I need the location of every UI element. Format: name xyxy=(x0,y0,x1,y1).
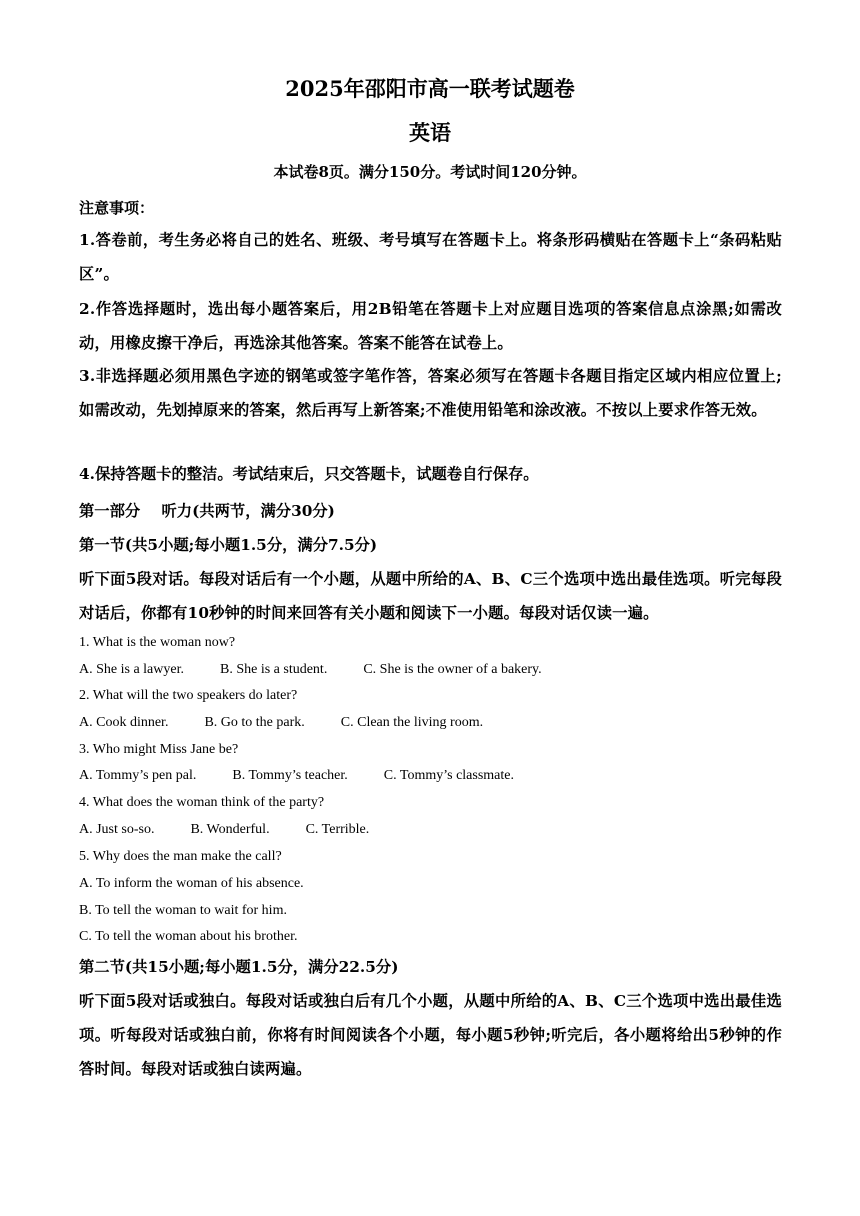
section2-heading: 第二节(共15小题;每小题1.5分，满分22.5分) xyxy=(79,958,399,976)
notes-heading: 注意事项： xyxy=(79,199,155,217)
option-1a: A. She is a lawyer. xyxy=(79,662,184,677)
subject-title: 英语 xyxy=(409,120,451,145)
option-1b: B. She is a student. xyxy=(219,662,328,677)
part1-heading: 第一部分 听力(共两节，满分30分) xyxy=(79,502,335,520)
note-item-2: 2.作答选择题时，选出每小题答案后，用2B铅笔在答题卡上对应题目选项的答案信息点涂黑;如需改动，用橡皮擦干净后，再选涂其他答案。答案不能答在试卷上。 xyxy=(79,300,782,352)
option-4b: B. Wonderful. xyxy=(190,822,270,837)
option-1c: C. She is the owner of a bakery. xyxy=(363,662,542,677)
option-5c: C. To tell the woman about his brother. xyxy=(79,929,298,944)
question-stem-3: 3. Who might Miss Jane be? xyxy=(79,742,239,757)
question-stem-5: 5. Why does the man make the call? xyxy=(79,849,282,864)
option-4c: C. Terrible. xyxy=(305,822,370,837)
question-options-1 xyxy=(79,661,542,679)
section1-instructions: 听下面5段对话。每段对话后有一个小题，从题中所给的A、B、C三个选项中选出最佳选项。听完每段对话后，你都有10秒钟的时间来回答有关小题和阅读下一小题。每段对话仅读一遍。 xyxy=(79,570,782,622)
note-item-1: 1.答卷前，考生务必将自己的姓名、班级、考号填写在答题卡上。将条形码横贴在答题卡上“条码粘贴区”。 xyxy=(79,231,782,283)
question-stem-2: 2. What will the two speakers do later? xyxy=(79,688,298,703)
section2-instructions: 听下面5段对话或独白。每段对话或独白后有几个小题，从题中所给的A、B、C三个选项中选出最佳选项。听每段对话或独白前，你将有时间阅读各个小题，每小题5秒钟;听完后，各小题将给出5秒钟的作答时间。每段对话或独白读两遍。 xyxy=(79,992,782,1078)
option-3c: C. Tommy’s classmate. xyxy=(383,768,514,783)
question-options-2 xyxy=(79,714,483,732)
exam-info: 本试卷8页。满分150分。考试时间120分钟。 xyxy=(273,163,587,181)
option-2b: B. Go to the park. xyxy=(204,715,305,730)
question-stem-4: 4. What does the woman think of the party? xyxy=(79,795,325,810)
option-5a: A. To inform the woman of his absence. xyxy=(79,876,304,891)
option-5b: B. To tell the woman to wait for him. xyxy=(79,903,287,918)
question-options-3 xyxy=(79,767,514,785)
option-2c: C. Clean the living room. xyxy=(340,715,484,730)
exam-title: 2025年邵阳市高一联考试题卷 xyxy=(285,76,575,101)
note-item-4: 4.保持答题卡的整洁。考试结束后，只交答题卡，试题卷自行保存。 xyxy=(79,465,539,483)
option-2a: A. Cook dinner. xyxy=(79,715,169,730)
note-item-3: 3.非选择题必须用黑色字迹的钢笔或签字笔作答，答案必须写在答题卡各题目指定区域内相应位置上;如需改动，先划掉原来的答案，然后再写上新答案;不准使用铅笔和涂改液。不按以上要求作答无效。 xyxy=(79,367,782,419)
section1-heading: 第一节(共5小题;每小题1.5分，满分7.5分) xyxy=(79,536,378,554)
question-options-4 xyxy=(79,821,369,839)
option-3b: B. Tommy’s teacher. xyxy=(232,768,348,783)
option-3a: A. Tommy’s pen pal. xyxy=(79,768,197,783)
option-4a: A. Just so-so. xyxy=(79,822,155,837)
question-stem-1: 1. What is the woman now? xyxy=(79,635,236,650)
